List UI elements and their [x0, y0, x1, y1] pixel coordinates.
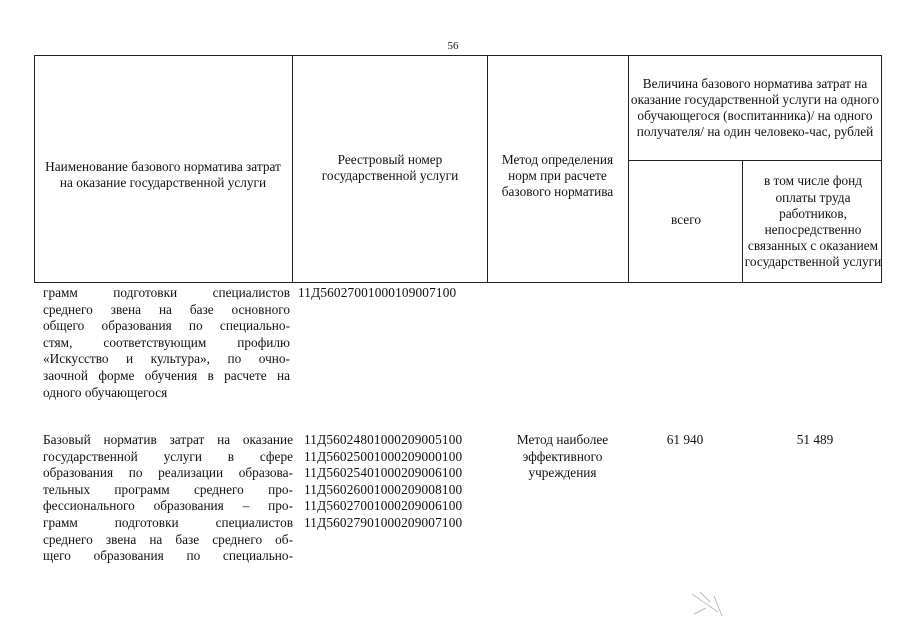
header-total: всего: [671, 212, 701, 227]
registry-code: 11Д56025401000209006100: [304, 465, 463, 481]
row-2-name-line: Базовый норматив затрат на оказание: [43, 432, 293, 447]
col-divider-1: [292, 55, 293, 283]
registry-code: 11Д56027001000109007100: [298, 285, 457, 300]
row-2-method: Метод наиболее эффективного учреждения: [516, 432, 609, 481]
row-2-name: [43, 432, 293, 565]
row-1-name: [43, 285, 290, 401]
row-1-name-line: среднего звена на базе основного: [43, 301, 290, 317]
col-divider-2: [487, 55, 488, 283]
row-2-name-line: тельных программ среднего про-: [43, 481, 293, 497]
registry-code: 11Д56024801000209005100: [304, 432, 463, 447]
registry-code: 11Д56027901000209007100: [304, 514, 463, 530]
scan-mark: [688, 590, 728, 620]
header-name: Наименование базового норматива затрат на оказание государственной услуги: [45, 159, 281, 190]
row-2-name-line: щего образования по специально-: [43, 548, 293, 564]
row-1-name-line: стям, соответствующим профилю: [43, 334, 290, 350]
header-method: Метод определения норм при расчете базового норматива: [501, 152, 614, 199]
subheader-divider: [628, 160, 882, 161]
row-1-name-line: заочной форме обучения в расчете на: [43, 367, 290, 383]
row-2-total: 61 940: [666, 432, 704, 447]
row-2-name-line: фессионального образования – про-: [43, 498, 293, 514]
row-1-codes: [298, 285, 456, 302]
col-divider-4: [742, 160, 743, 283]
row-1-name-line: грамм подготовки специалистов: [43, 285, 290, 300]
registry-code: 11Д56025001000209000100: [304, 448, 463, 464]
header-incl-fund: в том числе фонд оплаты труда работников, непосредственно связанных с оказанием государственной услуги: [744, 173, 882, 270]
row-1-name-line: одного обучающегося: [43, 384, 168, 400]
registry-code: 11Д56026001000209008100: [304, 481, 463, 497]
col-divider-3: [628, 55, 629, 283]
row-2-name-line: образования по реализации образова-: [43, 465, 293, 481]
row-2-name-line: грамм подготовки специалистов: [43, 514, 293, 530]
row-1-name-line: «Искусство и культура», по очно-: [43, 351, 290, 367]
header-value-group: Величина базового норматива затрат на оказание государственной услуги на одного обучающегося (воспитанника)/ на одного получателя/ на один человеко-час, рублей: [630, 76, 880, 139]
row-2-fund: 51 489: [796, 432, 834, 447]
row-2-name-line: среднего звена на базе среднего об-: [43, 531, 293, 547]
row-2-name-line: государственной услуги в сфере: [43, 448, 293, 464]
row-1-name-line: общего образования по специально-: [43, 318, 290, 334]
header-registry: Реестровый номер государственной услуги: [321, 152, 459, 183]
page-number: 56: [447, 40, 459, 52]
row-2-codes: [304, 432, 462, 532]
registry-code: 11Д56027001000209006100: [304, 498, 463, 514]
